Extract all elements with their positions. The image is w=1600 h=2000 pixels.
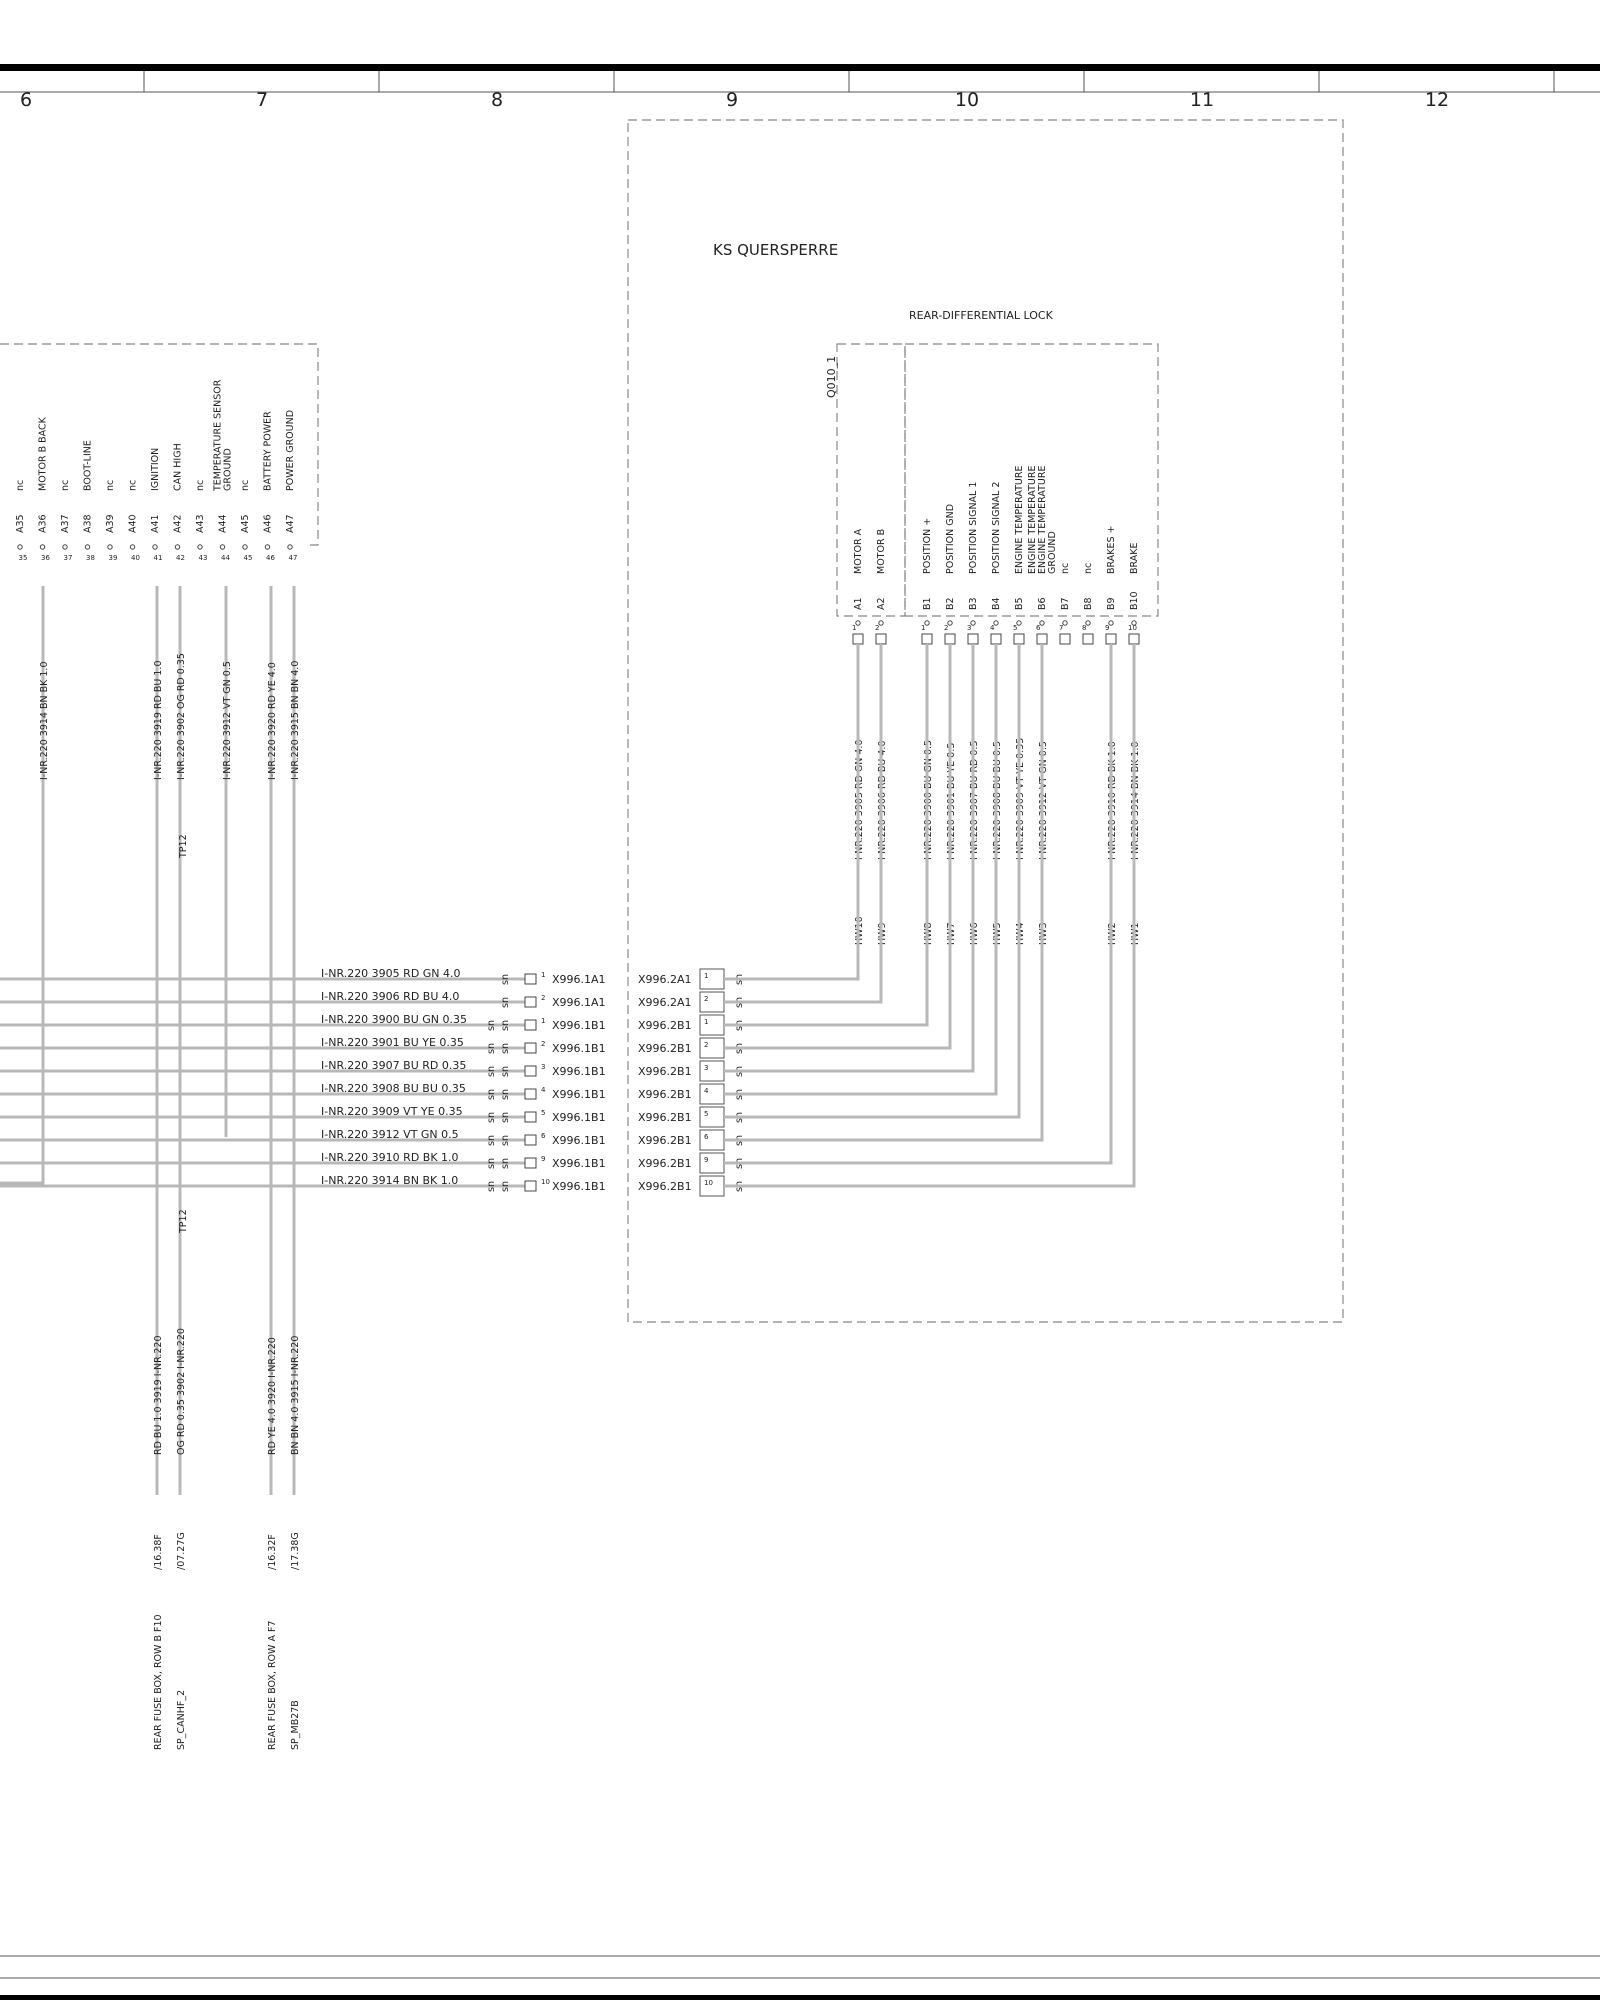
cross-reference: /17.38G <box>290 1532 301 1570</box>
connector-id: X996.1B1 <box>552 1042 606 1055</box>
module-wire-label: I-NR.220 3914 BN BK 1.0 <box>1130 741 1141 860</box>
wire-label: I-NR.220 3919 RD BU 1.0 <box>153 660 164 780</box>
module-wire-label: I-NR.220 3908 BU BU 0.5 <box>992 740 1003 860</box>
module-connector-a-outline <box>837 344 905 616</box>
pin-label: nc <box>240 479 251 491</box>
module-reference: Q010_1 <box>825 355 838 398</box>
module-pin-number: 6 <box>1036 624 1041 632</box>
right-harness-wire <box>724 644 1042 1140</box>
module-pin-label: BRAKE <box>1129 542 1140 574</box>
harness-wire-label: I-NR.220 3908 BU BU 0.35 <box>321 1082 466 1095</box>
pin-id: A38 <box>82 514 94 533</box>
connector-pin <box>525 1043 536 1053</box>
harness-wire-label: I-NR.220 3912 VT GN 0.5 <box>321 1128 459 1141</box>
module-pin-box <box>1083 634 1093 644</box>
module-pin-id: A2 <box>876 597 887 610</box>
shield-label: sn <box>500 997 511 1008</box>
harness-wire-label: I-NR.220 3910 RD BK 1.0 <box>321 1151 459 1164</box>
column-number: 11 <box>1189 89 1215 111</box>
pin-contact <box>198 545 202 549</box>
module-pin-id: B9 <box>1106 597 1117 610</box>
harness-wire-id: HW2 <box>1107 922 1118 945</box>
right-connector-id: X996.2B1 <box>638 1180 692 1193</box>
pin-id: A46 <box>262 514 274 533</box>
connector-pin-number: 2 <box>541 1040 546 1048</box>
cross-reference: /07.27G <box>176 1532 187 1570</box>
test-point-label: TP12 <box>178 1209 189 1233</box>
pin-id: A47 <box>285 514 296 533</box>
connector-pin <box>525 1112 536 1122</box>
pin-contact <box>220 545 224 549</box>
pin-contact <box>265 545 269 549</box>
module-pin-label: ENGINE TEMPERATURE <box>1037 465 1048 574</box>
right-shield-label: sn <box>734 1020 745 1031</box>
pin-number: 43 <box>198 554 208 562</box>
wire-label: I-NR.220 3920 RD YE 4.0 <box>267 662 278 780</box>
bottom-wire-label: OG RD 0.35 3902 I-NR.220 <box>176 1328 187 1455</box>
module-pin-id: B7 <box>1060 597 1071 610</box>
shield-label: sn <box>486 1066 497 1077</box>
connector-id: X996.1B1 <box>552 1180 606 1193</box>
right-shield-label: sn <box>734 1089 745 1100</box>
module-pin-box <box>922 634 932 644</box>
right-connector-id: X996.2A1 <box>638 996 692 1009</box>
wire-label: I-NR.220 3914 BN BK 1.0 <box>39 661 50 780</box>
connector-pin <box>525 1066 536 1076</box>
connector-id: X996.1A1 <box>552 973 606 986</box>
harness-wire-id: HW3 <box>1038 922 1049 945</box>
module-pin-box <box>853 634 863 644</box>
module-pin-label: ENGINE TEMPERATURE <box>1014 465 1025 574</box>
shield-label: sn <box>500 1089 511 1100</box>
pin-number: 41 <box>153 554 163 562</box>
module-pin-number: 3 <box>967 624 972 632</box>
right-connector-id: X996.2B1 <box>638 1134 692 1147</box>
module-pin-label: POSITION SIGNAL 1 <box>968 481 979 574</box>
pin-id: A35 <box>15 514 26 533</box>
module-pin-label: MOTOR A <box>853 528 864 574</box>
module-pin-id: A1 <box>853 597 864 610</box>
pin-id: A44 <box>217 514 229 533</box>
connector-pin-number: 5 <box>541 1109 546 1117</box>
harness-wire-id: HW5 <box>992 922 1003 945</box>
pin-label: CAN HIGH <box>172 443 184 491</box>
column-number: 6 <box>19 89 33 111</box>
connector-id: X996.1B1 <box>552 1134 606 1147</box>
pin-contact <box>18 545 22 549</box>
shield-label: sn <box>486 1043 497 1054</box>
shield-label: sn <box>486 1112 497 1123</box>
right-shield-label: sn <box>734 1158 745 1169</box>
pin-number: 46 <box>266 554 275 562</box>
shield-label: sn <box>486 1020 497 1031</box>
pin-label: IGNITION <box>150 447 161 491</box>
pin-label: nc <box>127 479 139 491</box>
harness-wire-id: HW7 <box>946 922 957 945</box>
right-connector-pin-number: 5 <box>704 1110 709 1118</box>
pin-id: A40 <box>127 514 139 533</box>
module-pin-number: 1 <box>921 624 926 632</box>
pin-id: A36 <box>37 514 49 533</box>
wire-label: I-NR.220 3902 OG RD 0.35 <box>176 653 187 780</box>
connector-pin <box>525 1135 536 1145</box>
module-pin-label: BRAKES + <box>1106 525 1117 574</box>
module-pin-number: 10 <box>1128 624 1137 632</box>
pin-number: 39 <box>108 554 118 562</box>
module-pin-label: nc <box>1083 562 1094 574</box>
module-pin-label: nc <box>1060 562 1071 574</box>
module-pin-number: 8 <box>1082 624 1087 632</box>
frame-bottom-bar <box>0 1995 1600 2000</box>
column-number: 8 <box>490 89 504 111</box>
module-wire-label: I-NR.220 3909 VT YE 0.35 <box>1015 737 1026 860</box>
right-connector-pin-number: 6 <box>704 1133 709 1141</box>
pin-label: nc <box>195 479 206 491</box>
shield-label: sn <box>500 1135 511 1146</box>
pin-number: 47 <box>288 554 298 562</box>
shield-label: sn <box>500 974 511 985</box>
pin-label: BOOT-LINE <box>82 440 94 491</box>
module-pin-number: 1 <box>852 624 857 632</box>
module-pin-label-2: GROUND <box>1047 531 1058 574</box>
right-harness-wire <box>724 644 1134 1186</box>
wire-label: I-NR.220 3915 BN BN 4.0 <box>290 660 301 780</box>
harness-wire-label: I-NR.220 3905 RD GN 4.0 <box>321 967 461 980</box>
module-pin-id: B2 <box>945 597 956 610</box>
module-wire-label: I-NR.220 3900 BU GN 0.5 <box>923 739 934 860</box>
pin-contact <box>175 545 179 549</box>
pin-contact <box>288 545 292 549</box>
connector-pin-number: 4 <box>541 1086 546 1094</box>
module-title: KS QUERSPERRE <box>713 241 839 259</box>
module-pin-box <box>1014 634 1024 644</box>
shield-label: sn <box>486 1158 497 1169</box>
pin-id: A45 <box>240 514 251 533</box>
pin-contact <box>40 545 44 549</box>
shield-label: sn <box>500 1020 511 1031</box>
pin-number: 40 <box>131 554 140 562</box>
pin-label: MOTOR B BACK <box>37 417 49 491</box>
pin-id: A43 <box>195 514 206 533</box>
connector-pin <box>525 1020 536 1030</box>
shield-label: sn <box>500 1066 511 1077</box>
connector-pin <box>525 974 536 984</box>
module-pin-number: 9 <box>1105 624 1110 632</box>
shield-label: sn <box>486 1181 497 1192</box>
right-connector-pin-number: 9 <box>704 1156 709 1164</box>
shield-label: sn <box>500 1043 511 1054</box>
bottom-wire-label: BN BN 4.0 3915 I-NR.220 <box>290 1335 301 1455</box>
junction <box>0 1182 43 1183</box>
right-shield-label: sn <box>734 1135 745 1146</box>
cross-reference-description: SP_MB27B <box>290 1700 301 1750</box>
right-connector-id: X996.2B1 <box>638 1111 692 1124</box>
connector-pin <box>525 1089 536 1099</box>
module-wire-label: I-NR.220 3901 BU YE 0.5 <box>946 742 957 860</box>
connector-pin <box>525 1181 536 1191</box>
column-number: 10 <box>954 89 980 111</box>
test-point-label: TP12 <box>178 834 189 858</box>
pin-id: A39 <box>105 514 116 533</box>
module-wire-label: I-NR.220 3906 RD BU 4.0 <box>877 740 888 860</box>
module-pin-label: POSITION SIGNAL 2 <box>991 481 1002 574</box>
right-shield-label: sn <box>734 974 745 985</box>
module-subtitle: REAR-DIFFERENTIAL LOCK <box>909 309 1053 322</box>
module-pin-box <box>945 634 955 644</box>
pin-contact <box>130 545 134 549</box>
pin-label: POWER GROUND <box>285 409 296 491</box>
module-pin-number: 7 <box>1059 624 1064 632</box>
right-connector-pin-number: 3 <box>704 1064 709 1072</box>
harness-wire-id: HW8 <box>923 922 934 945</box>
module-pin-number: 5 <box>1013 624 1018 632</box>
shield-label: sn <box>486 1135 497 1146</box>
bottom-wire-label: RD YE 4.0 3920 I-NR.220 <box>267 1337 278 1455</box>
pin-number: 37 <box>63 554 73 562</box>
right-connector-pin-number: 2 <box>704 995 709 1003</box>
cross-reference: /16.32F <box>267 1534 278 1570</box>
connector-id: X996.1A1 <box>552 996 606 1009</box>
pin-number: 45 <box>243 554 253 562</box>
cross-reference-description: REAR FUSE BOX, ROW B F10 <box>153 1614 164 1750</box>
module-pin-label: POSITION GND <box>945 503 956 574</box>
right-harness-wire <box>724 644 1111 1163</box>
module-pin-label: ENGINE TEMPERATURE <box>1027 465 1038 574</box>
pin-label: nc <box>105 479 116 491</box>
module-pin-number: 2 <box>875 624 880 632</box>
module-wire-label: I-NR.220 3910 RD BK 1.0 <box>1107 741 1118 860</box>
right-connector-id: X996.2B1 <box>638 1088 692 1101</box>
pin-id: A41 <box>150 514 161 533</box>
right-shield-label: sn <box>734 1043 745 1054</box>
connector-pin <box>525 997 536 1007</box>
right-connector-pin-number: 1 <box>704 972 709 980</box>
connector-id: X996.1B1 <box>552 1157 606 1170</box>
module-pin-number: 4 <box>990 624 995 632</box>
module-pin-box <box>876 634 886 644</box>
connector-id: X996.1B1 <box>552 1065 606 1078</box>
column-number: 7 <box>255 89 269 111</box>
right-harness-wire <box>724 644 1019 1117</box>
module-pin-id: B3 <box>968 597 979 610</box>
connector-id: X996.1B1 <box>552 1088 606 1101</box>
pin-label: BATTERY POWER <box>262 411 274 491</box>
module-pin-id: B4 <box>991 597 1002 610</box>
shield-label: sn <box>500 1181 511 1192</box>
pin-contact <box>243 545 247 549</box>
wire-label: I-NR.220 3912 VT GN 0.5 <box>222 661 233 780</box>
harness-wire-id: HW6 <box>969 922 980 945</box>
right-shield-label: sn <box>734 1066 745 1077</box>
right-connector-pin-number: 1 <box>704 1018 709 1026</box>
connector-pin <box>525 1158 536 1168</box>
module-pin-box <box>968 634 978 644</box>
module-pin-id: B5 <box>1014 597 1025 610</box>
connector-pin-number: 1 <box>541 971 546 979</box>
pin-label: nc <box>15 479 26 491</box>
module-wire-label: I-NR.220 3907 BU RD 0.5 <box>969 740 980 860</box>
harness-wire-id: HW4 <box>1015 922 1026 945</box>
pin-id: A37 <box>60 514 71 533</box>
pin-number: 44 <box>221 554 230 562</box>
right-connector-id: X996.2B1 <box>638 1042 692 1055</box>
connector-id: X996.1B1 <box>552 1019 606 1032</box>
pin-number: 38 <box>86 554 95 562</box>
connector-pin-number: 1 <box>541 1017 546 1025</box>
right-shield-label: sn <box>734 1112 745 1123</box>
module-pin-box <box>1129 634 1139 644</box>
right-shield-label: sn <box>734 1181 745 1192</box>
module-pin-box <box>1037 634 1047 644</box>
module-pin-label: MOTOR B <box>876 528 887 574</box>
column-number: 12 <box>1424 89 1450 111</box>
module-pin-id: B1 <box>922 597 933 610</box>
pin-number: 35 <box>18 554 28 562</box>
right-connector-pin-number: 4 <box>704 1087 709 1095</box>
pin-contact <box>85 545 89 549</box>
bottom-wire-label: RD BU 1.0 3919 I-NR.220 <box>153 1335 164 1455</box>
connector-pin-number: 3 <box>541 1063 546 1071</box>
harness-wire-label: I-NR.220 3907 BU RD 0.35 <box>321 1059 467 1072</box>
cross-reference: /16.38F <box>153 1534 164 1570</box>
shield-label: sn <box>500 1112 511 1123</box>
connector-pin-number: 6 <box>541 1132 546 1140</box>
module-pin-number: 2 <box>944 624 949 632</box>
right-shield-label: sn <box>734 997 745 1008</box>
right-connector-pin-number: 2 <box>704 1041 709 1049</box>
pin-number: 42 <box>176 554 185 562</box>
module-wire-label: I-NR.220 3905 RD GN 4.0 <box>854 739 865 860</box>
pin-number: 36 <box>41 554 50 562</box>
pin-contact <box>63 545 67 549</box>
pin-id: A42 <box>172 514 184 533</box>
connector-pin-number: 9 <box>541 1155 546 1163</box>
pin-contact <box>108 545 112 549</box>
module-pin-label: POSITION + <box>922 517 933 574</box>
module-pin-box <box>1060 634 1070 644</box>
right-connector-id: X996.2B1 <box>638 1065 692 1078</box>
shield-label: sn <box>500 1158 511 1169</box>
module-wire-label: I-NR.220 3912 VT GN 0.5 <box>1038 741 1049 860</box>
pin-label: nc <box>60 479 71 491</box>
module-pin-id: B10 <box>1129 591 1140 610</box>
right-connector-id: X996.2A1 <box>638 973 692 986</box>
right-harness-wire <box>724 644 858 979</box>
module-pin-id: B8 <box>1083 597 1094 610</box>
shield-label: sn <box>486 1089 497 1100</box>
cross-reference-description: REAR FUSE BOX, ROW A F7 <box>267 1620 278 1750</box>
harness-wire-label: I-NR.220 3906 RD BU 4.0 <box>321 990 460 1003</box>
right-harness-wire <box>724 644 927 1025</box>
right-harness-wire <box>724 644 950 1048</box>
harness-wire-id: HW10 <box>854 916 865 945</box>
harness-wire-label: I-NR.220 3901 BU YE 0.35 <box>321 1036 464 1049</box>
harness-wire-label: I-NR.220 3909 VT YE 0.35 <box>321 1105 463 1118</box>
frame-top-bar <box>0 64 1600 71</box>
column-number: 9 <box>725 89 739 111</box>
pin-contact <box>153 545 157 549</box>
module-pin-box <box>991 634 1001 644</box>
cross-reference-description: SP_CANHF_2 <box>176 1689 187 1750</box>
connector-pin-number: 2 <box>541 994 546 1002</box>
harness-wire-id: HW9 <box>877 922 888 945</box>
harness-wire-id: HW1 <box>1130 922 1141 945</box>
pin-label-2: GROUND <box>222 448 234 491</box>
module-pin-id: B6 <box>1037 597 1048 610</box>
module-pin-box <box>1106 634 1116 644</box>
right-connector-id: X996.2B1 <box>638 1019 692 1032</box>
pin-label: TEMPERATURE SENSOR <box>212 379 224 491</box>
right-harness-wire <box>724 644 973 1071</box>
connector-pin-number: 10 <box>541 1178 550 1186</box>
right-connector-pin-number: 10 <box>704 1179 713 1187</box>
connector-id: X996.1B1 <box>552 1111 606 1124</box>
harness-wire-label: I-NR.220 3900 BU GN 0.35 <box>321 1013 468 1026</box>
right-connector-id: X996.2B1 <box>638 1157 692 1170</box>
harness-wire-label: I-NR.220 3914 BN BK 1.0 <box>321 1174 459 1187</box>
